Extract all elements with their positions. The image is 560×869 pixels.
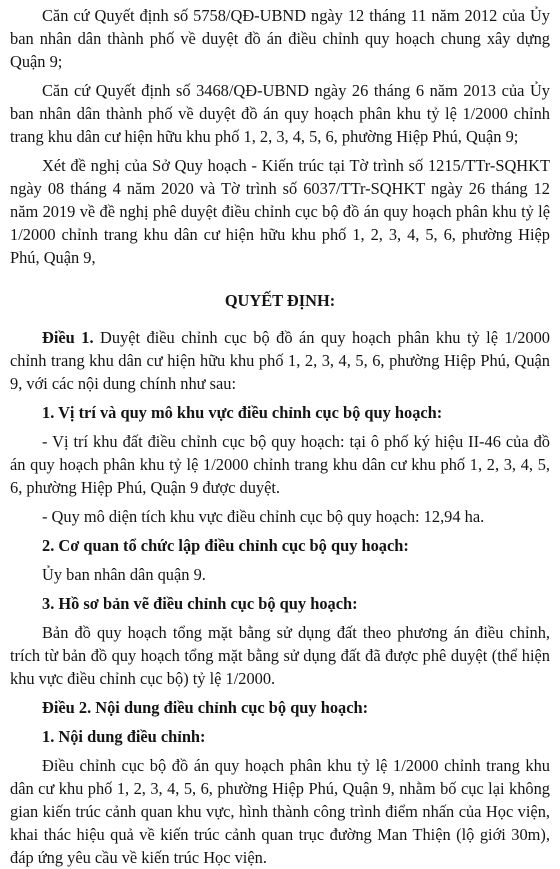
paragraph-legal-basis-2: Căn cứ Quyết định số 3468/QĐ-UBND ngày 26 tháng 6 năm 2013 của Ủy ban nhân dân thành phố về duyệt đồ án quy hoạch phân khu tỷ lệ 1/2000 chỉnh trang khu dân cư hiện hữu khu phố 1, 2, 3, 4, 5, 6, phường Hiệp Phú, Quận 9;	[10, 81, 550, 146]
article-1-section-1-item-2: - Quy mô diện tích khu vực điều chỉnh cục bộ quy hoạch: 12,94 ha.	[42, 507, 485, 526]
article-2-section-1-heading: 1. Nội dung điều chỉnh:	[42, 727, 206, 746]
paragraph-proposal: Xét đề nghị của Sở Quy hoạch - Kiến trúc tại Tờ trình số 1215/TTr-SQHKT ngày 08 tháng 4 năm 2020 và Tờ trình số 6037/TTr-SQHKT ngày 26 tháng 12 năm 2019 về đề nghị phê duyệt điều chỉnh cục bộ đồ án quy hoạch phân khu tỷ lệ 1/2000 chỉnh trang khu dân cư hiện hữu khu phố 1, 2, 3, 4, 5, 6, phường Hiệp Phú, Quận 9,	[10, 156, 550, 267]
article-1-section-3-text: Bản đồ quy hoạch tổng mặt bằng sử dụng đất theo phương án điều chỉnh, trích từ bản đồ quy hoạch tổng mặt bằng sử dụng đất đã được phê duyệt (thể hiện khu vực điều chỉnh cục bộ) tỷ lệ 1/2000.	[10, 623, 550, 688]
article-1-section-1-item-1: - Vị trí khu đất điều chỉnh cục bộ quy hoạch: tại ô phố ký hiệu II-46 của đồ án quy hoạch phân khu tỷ lệ 1/2000 chỉnh trang khu dân cư khu phố 1, 2, 3, 4, 5, 6, phường Hiệp Phú, Quận 9 được duyệt.	[10, 432, 550, 497]
decision-title: QUYẾT ĐỊNH:	[224, 291, 336, 310]
article-1-label: Điều 1.	[42, 328, 94, 347]
article-1-section-2-text: Ủy ban nhân dân quận 9.	[42, 565, 206, 584]
paragraph-legal-basis-1: Căn cứ Quyết định số 5758/QĐ-UBND ngày 12 tháng 11 năm 2012 của Ủy ban nhân dân thành phố về duyệt đồ án điều chỉnh quy hoạch chung xây dựng Quận 9;	[10, 6, 550, 71]
article-1-section-1-heading: 1. Vị trí và quy mô khu vực điều chỉnh cục bộ quy hoạch:	[42, 403, 443, 422]
article-1-text: Duyệt điều chỉnh cục bộ đồ án quy hoạch phân khu tỷ lệ 1/2000 chỉnh trang khu dân cư hiện hữu khu phố 1, 2, 3, 4, 5, 6, phường Hiệp Phú, Quận 9, với các nội dung chính như sau:	[10, 328, 550, 393]
article-1-intro	[10, 326, 550, 395]
article-2-section-1-text: Điều chỉnh cục bộ đồ án quy hoạch phân khu tỷ lệ 1/2000 chỉnh trang khu dân cư khu phố 1, 2, 3, 4, 5, 6, phường Hiệp Phú, Quận 9, nhằm bố cục lại không gian kiến trúc cảnh quan khu vực, hình thành công trình điểm nhấn của Học viện, khai thác hiệu quả về kiến trúc cảnh quan trục đường Man Thiện (lộ giới 30m), đáp ứng yêu cầu về kiến trúc Học viện.	[10, 756, 550, 867]
article-1-section-3-heading: 3. Hồ sơ bản vẽ điều chỉnh cục bộ quy hoạch:	[42, 594, 358, 613]
article-1-section-2-heading: 2. Cơ quan tổ chức lập điều chỉnh cục bộ quy hoạch:	[42, 536, 409, 555]
article-2-heading: Điều 2. Nội dung điều chỉnh cục bộ quy hoạch:	[42, 698, 369, 717]
